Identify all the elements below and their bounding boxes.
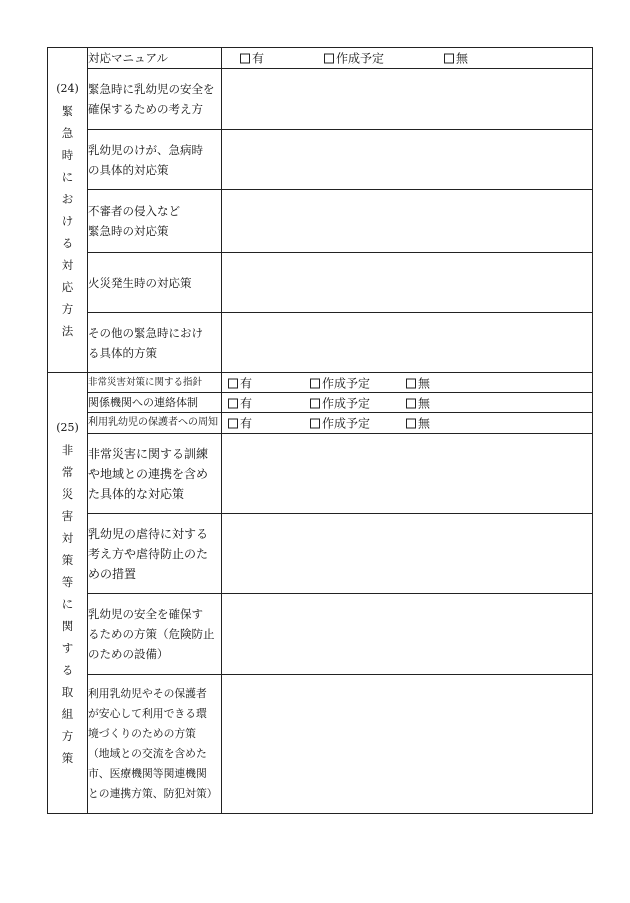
manual-option-planned[interactable]: 作成予定 bbox=[324, 50, 384, 67]
guardian-notice-options bbox=[222, 413, 593, 434]
item-24-5-label: その他の緊急時におけ る具体的方策 bbox=[88, 313, 222, 373]
notice-option-yes[interactable]: 有 bbox=[228, 415, 252, 432]
guideline-option-no[interactable]: 無 bbox=[406, 374, 430, 391]
contact-system-label: 関係機関への連絡体制 bbox=[88, 393, 222, 413]
contact-option-yes[interactable]: 有 bbox=[228, 394, 252, 411]
contact-option-no[interactable]: 無 bbox=[406, 394, 430, 411]
checkbox-icon[interactable] bbox=[240, 54, 250, 64]
item-24-1-label: 緊急時に乳幼児の安全を 確保するための考え方 bbox=[88, 69, 222, 130]
manual-label: 対応マニュアル bbox=[88, 48, 222, 69]
item-25-2-label: 乳幼児の虐待に対する 考え方や虐待防止のた めの措置 bbox=[88, 514, 222, 594]
manual-option-no[interactable]: 無 bbox=[444, 50, 468, 67]
disaster-guideline-label: 非常災害対策に関する指針 bbox=[88, 373, 222, 393]
item-25-1-label: 非常災害に関する訓練 や地域との連携を含め た具体的な対応策 bbox=[88, 434, 222, 514]
item-25-4-answer[interactable] bbox=[222, 675, 593, 814]
contact-system-options bbox=[222, 393, 593, 413]
checkbox-icon[interactable] bbox=[228, 419, 238, 429]
checkbox-icon[interactable] bbox=[406, 419, 416, 429]
checkbox-icon[interactable] bbox=[310, 378, 320, 388]
item-24-3-answer[interactable] bbox=[222, 190, 593, 253]
guardian-notice-label: 利用乳幼児の保護者への周知 bbox=[88, 413, 222, 434]
checkbox-icon[interactable] bbox=[310, 419, 320, 429]
checkbox-icon[interactable] bbox=[310, 398, 320, 408]
manual-options bbox=[222, 48, 593, 69]
notice-option-planned[interactable]: 作成予定 bbox=[310, 415, 370, 432]
section-25-number: (25) bbox=[56, 421, 79, 434]
section-24-number: (24) bbox=[56, 82, 79, 95]
section-25-title: 非 常 災 害 対 策 等 に 関 す る 取 組 方 策 bbox=[61, 443, 74, 765]
checkbox-icon[interactable] bbox=[228, 398, 238, 408]
notice-option-no[interactable]: 無 bbox=[406, 415, 430, 432]
checkbox-icon[interactable] bbox=[324, 54, 334, 64]
checkbox-icon[interactable] bbox=[444, 54, 454, 64]
checkbox-icon[interactable] bbox=[228, 378, 238, 388]
item-24-4-label: 火災発生時の対応策 bbox=[88, 253, 222, 313]
item-25-3-label: 乳幼児の安全を確保す るための方策（危険防止 のための設備） bbox=[88, 594, 222, 675]
disaster-guideline-options bbox=[222, 373, 593, 393]
section-24-header bbox=[48, 48, 88, 373]
item-24-2-label: 乳幼児のけが、急病時 の具体的対応策 bbox=[88, 130, 222, 190]
item-24-5-answer[interactable] bbox=[222, 313, 593, 373]
item-25-4-label: 利用乳幼児やその保護者 が安心して利用できる環 境づくりのための方策 （地域との交流を含めた 市、医療機関等関連機関 との連携方策、防犯対策） bbox=[88, 675, 222, 814]
checkbox-icon[interactable] bbox=[406, 398, 416, 408]
guideline-option-planned[interactable]: 作成予定 bbox=[310, 374, 370, 391]
checkbox-icon[interactable] bbox=[406, 378, 416, 388]
section-24-title: 緊 急 時 に お け る 対 応 方 法 bbox=[61, 104, 74, 338]
manual-option-yes[interactable]: 有 bbox=[240, 50, 264, 67]
item-24-3-label: 不審者の侵入など 緊急時の対応策 bbox=[88, 190, 222, 253]
item-24-2-answer[interactable] bbox=[222, 130, 593, 190]
item-24-4-answer[interactable] bbox=[222, 253, 593, 313]
item-25-2-answer[interactable] bbox=[222, 514, 593, 594]
item-24-1-answer[interactable] bbox=[222, 69, 593, 130]
item-25-1-answer[interactable] bbox=[222, 434, 593, 514]
guideline-option-yes[interactable]: 有 bbox=[228, 374, 252, 391]
section-25-header bbox=[48, 373, 88, 814]
form-table bbox=[47, 47, 593, 814]
item-25-3-answer[interactable] bbox=[222, 594, 593, 675]
contact-option-planned[interactable]: 作成予定 bbox=[310, 394, 370, 411]
